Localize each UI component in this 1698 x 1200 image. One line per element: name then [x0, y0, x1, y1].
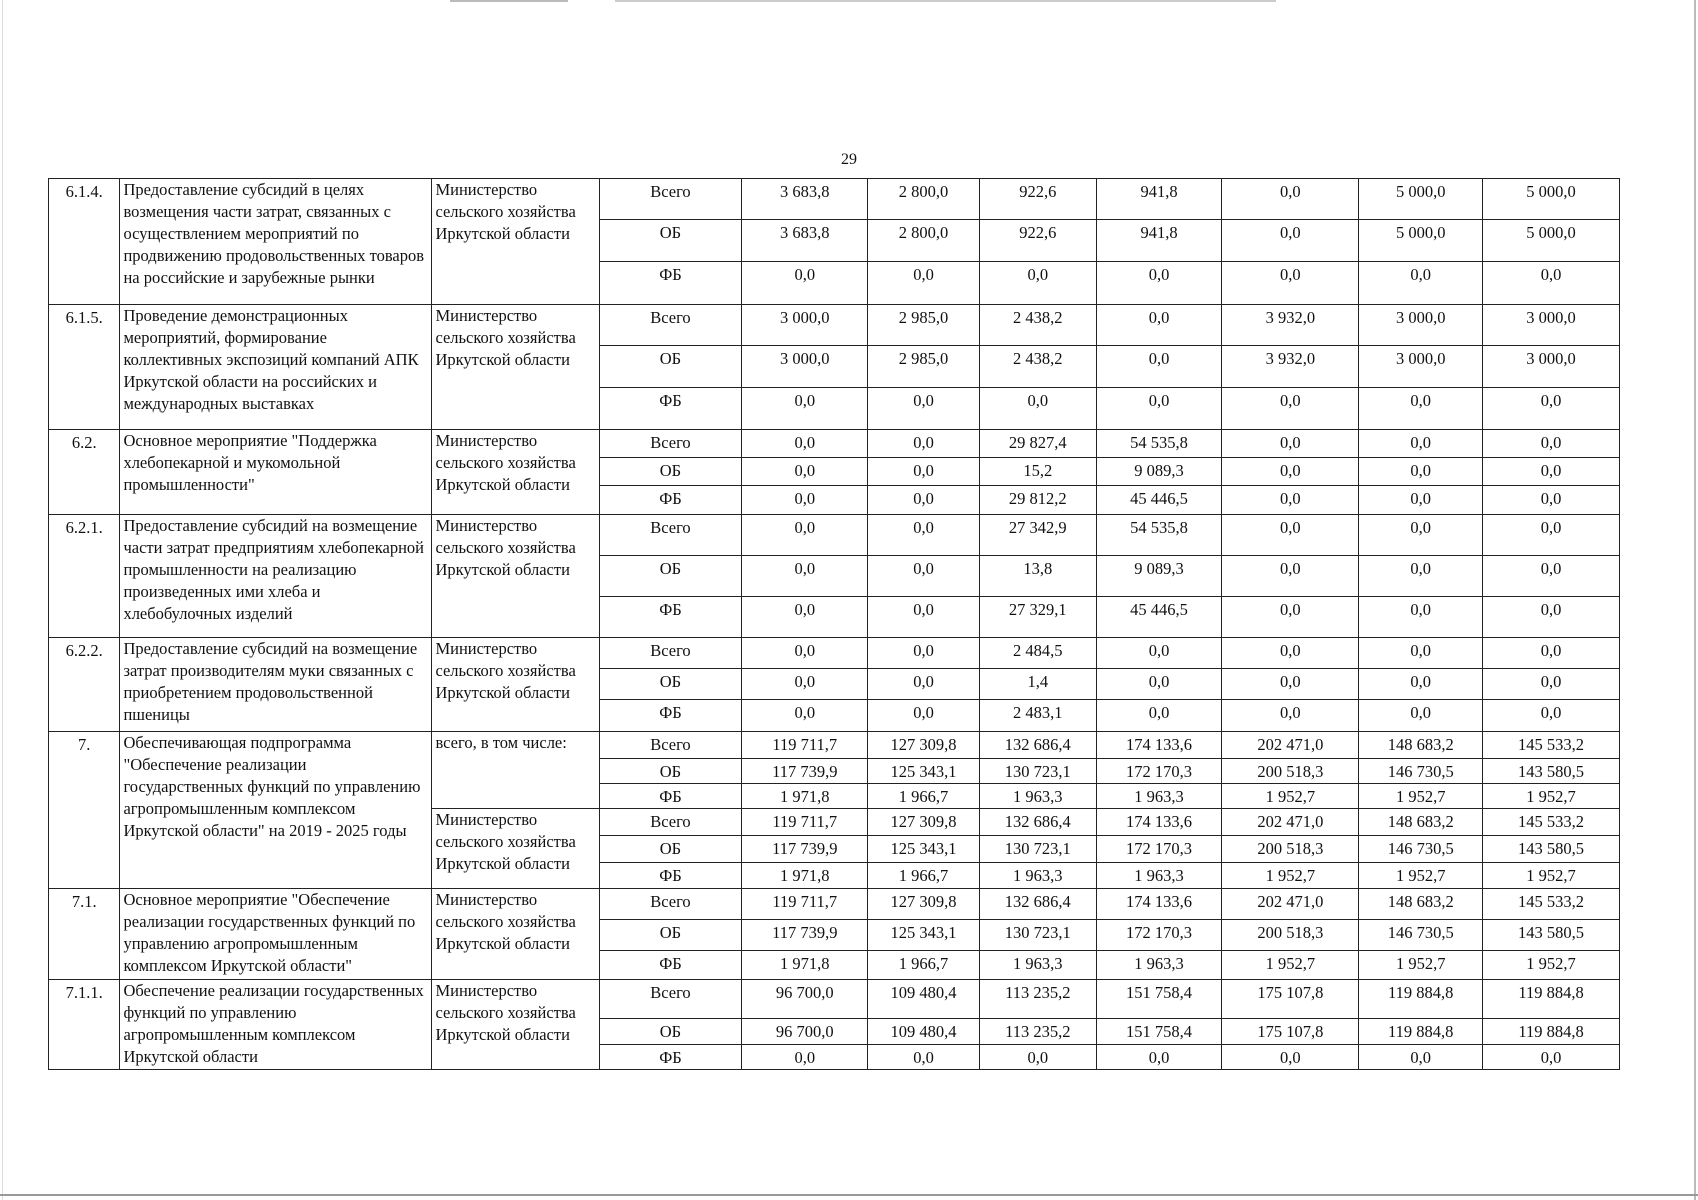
funding-source: ОБ — [599, 458, 742, 486]
amount-cell: 1 963,3 — [979, 951, 1096, 980]
amount-cell: 125 343,1 — [868, 759, 980, 784]
scan-edge-left — [2, 0, 3, 1200]
amount-cell: 5 000,0 — [1483, 179, 1620, 220]
amount-cell: 130 723,1 — [979, 836, 1096, 863]
activity-name: Основное мероприятие "Поддержка хлебопекарной и мукомольной промышленности" — [120, 430, 432, 515]
amount-cell: 0,0 — [868, 430, 980, 458]
amount-cell: 1 963,3 — [979, 784, 1096, 809]
amount-cell: 3 932,0 — [1222, 305, 1359, 346]
amount-cell: 0,0 — [1096, 669, 1222, 700]
amount-cell: 0,0 — [1096, 1045, 1222, 1070]
amount-cell: 0,0 — [1483, 638, 1620, 669]
funding-source: Всего — [599, 305, 742, 346]
amount-cell: 0,0 — [868, 669, 980, 700]
funding-source: Всего — [599, 889, 742, 920]
amount-cell: 0,0 — [1222, 486, 1359, 515]
amount-cell: 151 758,4 — [1096, 1019, 1222, 1045]
amount-cell: 132 686,4 — [979, 732, 1096, 759]
amount-cell: 96 700,0 — [742, 1019, 868, 1045]
amount-cell: 0,0 — [742, 669, 868, 700]
amount-cell: 0,0 — [1222, 388, 1359, 430]
amount-cell: 125 343,1 — [868, 920, 980, 951]
amount-cell: 27 329,1 — [979, 597, 1096, 638]
amount-cell: 5 000,0 — [1359, 220, 1483, 262]
activity-name: Предоставление субсидий на возмещение затрат производителям муки связанных с приобретением продовольственной пшеницы — [120, 638, 432, 732]
amount-cell: 0,0 — [1096, 346, 1222, 388]
amount-cell: 119 711,7 — [742, 732, 868, 759]
amount-cell: 0,0 — [742, 556, 868, 597]
funding-source: ФБ — [599, 784, 742, 809]
amount-cell: 3 000,0 — [1359, 346, 1483, 388]
amount-cell: 941,8 — [1096, 220, 1222, 262]
amount-cell: 0,0 — [1359, 1045, 1483, 1070]
activity-name: Обеспечивающая подпрограмма "Обеспечение реализации государственных функций по управлению агропромышленным комплексом Иркутской области" на 2019 - 2025 годы — [120, 732, 432, 889]
activity-name: Обеспечение реализации государственных функций по управлению агропромышленным комплексом Иркутской области — [120, 980, 432, 1070]
funding-source: Всего — [599, 980, 742, 1019]
amount-cell: 941,8 — [1096, 179, 1222, 220]
amount-cell: 119 884,8 — [1359, 1019, 1483, 1045]
page-number: 29 — [841, 151, 857, 168]
amount-cell: 3 000,0 — [742, 346, 868, 388]
amount-cell: 119 711,7 — [742, 889, 868, 920]
amount-cell: 202 471,0 — [1222, 889, 1359, 920]
amount-cell: 0,0 — [1483, 556, 1620, 597]
amount-cell: 3 000,0 — [1359, 305, 1483, 346]
amount-cell: 109 480,4 — [868, 1019, 980, 1045]
amount-cell: 0,0 — [979, 262, 1096, 305]
executor: Министерство сельского хозяйства Иркутской области — [432, 638, 599, 732]
amount-cell: 1 963,3 — [979, 863, 1096, 889]
amount-cell: 1 952,7 — [1222, 784, 1359, 809]
amount-cell: 0,0 — [1359, 597, 1483, 638]
amount-cell: 1 966,7 — [868, 784, 980, 809]
amount-cell: 2 438,2 — [979, 305, 1096, 346]
funding-source: ОБ — [599, 1019, 742, 1045]
amount-cell: 127 309,8 — [868, 889, 980, 920]
amount-cell: 0,0 — [742, 430, 868, 458]
amount-cell: 172 170,3 — [1096, 920, 1222, 951]
funding-source: ОБ — [599, 556, 742, 597]
amount-cell: 45 446,5 — [1096, 597, 1222, 638]
amount-cell: 3 000,0 — [1483, 305, 1620, 346]
amount-cell: 0,0 — [742, 388, 868, 430]
amount-cell: 9 089,3 — [1096, 556, 1222, 597]
amount-cell: 0,0 — [1222, 638, 1359, 669]
amount-cell: 1,4 — [979, 669, 1096, 700]
amount-cell: 0,0 — [1222, 220, 1359, 262]
amount-cell: 1 952,7 — [1483, 863, 1620, 889]
amount-cell: 0,0 — [1359, 486, 1483, 515]
amount-cell: 0,0 — [1222, 458, 1359, 486]
amount-cell: 0,0 — [868, 597, 980, 638]
row-number: 6.1.5. — [49, 305, 120, 430]
executor: Министерство сельского хозяйства Иркутской области — [432, 305, 599, 430]
amount-cell: 1 971,8 — [742, 863, 868, 889]
amount-cell: 174 133,6 — [1096, 809, 1222, 836]
amount-cell: 0,0 — [1483, 597, 1620, 638]
executor: всего, в том числе: — [432, 732, 599, 809]
amount-cell: 0,0 — [1359, 556, 1483, 597]
amount-cell: 0,0 — [979, 388, 1096, 430]
funding-source: Всего — [599, 179, 742, 220]
amount-cell: 1 952,7 — [1359, 784, 1483, 809]
funding-source: ФБ — [599, 951, 742, 980]
amount-cell: 174 133,6 — [1096, 889, 1222, 920]
funding-source: ОБ — [599, 220, 742, 262]
table-row — [49, 889, 1620, 920]
activity-name: Предоставление субсидий на возмещение части затрат предприятиям хлебопекарной промышленности на реализацию произведенных ими хлеба и хлебобулочных изделий — [120, 515, 432, 638]
table-row — [49, 732, 1620, 759]
amount-cell: 54 535,8 — [1096, 515, 1222, 556]
amount-cell: 146 730,5 — [1359, 920, 1483, 951]
amount-cell: 13,8 — [979, 556, 1096, 597]
amount-cell: 0,0 — [742, 458, 868, 486]
amount-cell: 1 952,7 — [1222, 863, 1359, 889]
amount-cell: 0,0 — [868, 486, 980, 515]
amount-cell: 1 952,7 — [1222, 951, 1359, 980]
amount-cell: 0,0 — [868, 638, 980, 669]
amount-cell: 0,0 — [1483, 486, 1620, 515]
amount-cell: 0,0 — [1483, 700, 1620, 732]
amount-cell: 0,0 — [1359, 638, 1483, 669]
amount-cell: 117 739,9 — [742, 836, 868, 863]
amount-cell: 119 884,8 — [1483, 980, 1620, 1019]
amount-cell: 1 966,7 — [868, 951, 980, 980]
amount-cell: 175 107,8 — [1222, 980, 1359, 1019]
amount-cell: 9 089,3 — [1096, 458, 1222, 486]
row-number: 7.1. — [49, 889, 120, 980]
amount-cell: 143 580,5 — [1483, 836, 1620, 863]
amount-cell: 5 000,0 — [1483, 220, 1620, 262]
row-number: 6.1.4. — [49, 179, 120, 305]
table-row — [49, 430, 1620, 458]
amount-cell: 0,0 — [742, 638, 868, 669]
scan-edge-bottom — [0, 1194, 1698, 1196]
table-row — [49, 305, 1620, 346]
amount-cell: 0,0 — [1222, 597, 1359, 638]
amount-cell: 0,0 — [1359, 700, 1483, 732]
row-number: 6.2.2. — [49, 638, 120, 732]
amount-cell: 0,0 — [868, 1045, 980, 1070]
amount-cell: 0,0 — [1483, 1045, 1620, 1070]
row-number: 6.2.1. — [49, 515, 120, 638]
amount-cell: 119 884,8 — [1483, 1019, 1620, 1045]
funding-source: Всего — [599, 732, 742, 759]
amount-cell: 0,0 — [868, 700, 980, 732]
amount-cell: 0,0 — [742, 1045, 868, 1070]
funding-source: Всего — [599, 515, 742, 556]
funding-source: ФБ — [599, 863, 742, 889]
amount-cell: 29 812,2 — [979, 486, 1096, 515]
amount-cell: 109 480,4 — [868, 980, 980, 1019]
amount-cell: 0,0 — [1359, 262, 1483, 305]
amount-cell: 0,0 — [1222, 556, 1359, 597]
amount-cell: 127 309,8 — [868, 732, 980, 759]
amount-cell: 148 683,2 — [1359, 809, 1483, 836]
amount-cell: 132 686,4 — [979, 809, 1096, 836]
amount-cell: 175 107,8 — [1222, 1019, 1359, 1045]
funding-source: ОБ — [599, 920, 742, 951]
amount-cell: 172 170,3 — [1096, 836, 1222, 863]
table-row — [49, 980, 1620, 1019]
amount-cell: 0,0 — [1483, 430, 1620, 458]
activity-name: Основное мероприятие "Обеспечение реализации государственных функций по управлению агропромышленным комплексом Иркутской области" — [120, 889, 432, 980]
amount-cell: 2 800,0 — [868, 220, 980, 262]
amount-cell: 200 518,3 — [1222, 759, 1359, 784]
amount-cell: 1 971,8 — [742, 951, 868, 980]
row-number: 6.2. — [49, 430, 120, 515]
amount-cell: 15,2 — [979, 458, 1096, 486]
amount-cell: 130 723,1 — [979, 920, 1096, 951]
scan-edge-right — [1694, 0, 1696, 1200]
amount-cell: 202 471,0 — [1222, 732, 1359, 759]
amount-cell: 113 235,2 — [979, 980, 1096, 1019]
amount-cell: 0,0 — [1096, 262, 1222, 305]
amount-cell: 146 730,5 — [1359, 836, 1483, 863]
amount-cell: 145 533,2 — [1483, 732, 1620, 759]
amount-cell: 0,0 — [1359, 388, 1483, 430]
amount-cell: 0,0 — [1359, 669, 1483, 700]
amount-cell: 2 985,0 — [868, 346, 980, 388]
amount-cell: 0,0 — [1222, 515, 1359, 556]
funding-source: ФБ — [599, 700, 742, 732]
amount-cell: 143 580,5 — [1483, 920, 1620, 951]
amount-cell: 1 952,7 — [1359, 951, 1483, 980]
amount-cell: 0,0 — [742, 700, 868, 732]
amount-cell: 148 683,2 — [1359, 889, 1483, 920]
funding-source: ФБ — [599, 486, 742, 515]
amount-cell: 0,0 — [1483, 388, 1620, 430]
amount-cell: 5 000,0 — [1359, 179, 1483, 220]
amount-cell: 0,0 — [1096, 305, 1222, 346]
amount-cell: 3 683,8 — [742, 179, 868, 220]
amount-cell: 0,0 — [1222, 1045, 1359, 1070]
amount-cell: 1 971,8 — [742, 784, 868, 809]
amount-cell: 922,6 — [979, 179, 1096, 220]
amount-cell: 54 535,8 — [1096, 430, 1222, 458]
funding-source: ОБ — [599, 669, 742, 700]
amount-cell: 145 533,2 — [1483, 889, 1620, 920]
amount-cell: 0,0 — [1483, 669, 1620, 700]
funding-source: ОБ — [599, 836, 742, 863]
amount-cell: 200 518,3 — [1222, 920, 1359, 951]
funding-source: ФБ — [599, 597, 742, 638]
amount-cell: 29 827,4 — [979, 430, 1096, 458]
amount-cell: 117 739,9 — [742, 920, 868, 951]
amount-cell: 27 342,9 — [979, 515, 1096, 556]
executor: Министерство сельского хозяйства Иркутской области — [432, 515, 599, 638]
amount-cell: 113 235,2 — [979, 1019, 1096, 1045]
amount-cell: 0,0 — [1222, 179, 1359, 220]
amount-cell: 3 932,0 — [1222, 346, 1359, 388]
program-funding-table — [48, 178, 1620, 1070]
amount-cell: 0,0 — [868, 458, 980, 486]
amount-cell: 0,0 — [1222, 700, 1359, 732]
amount-cell: 119 884,8 — [1359, 980, 1483, 1019]
funding-source: Всего — [599, 638, 742, 669]
amount-cell: 3 000,0 — [742, 305, 868, 346]
amount-cell: 132 686,4 — [979, 889, 1096, 920]
amount-cell: 0,0 — [1096, 638, 1222, 669]
funding-source: ФБ — [599, 262, 742, 305]
amount-cell: 1 952,7 — [1483, 784, 1620, 809]
amount-cell: 200 518,3 — [1222, 836, 1359, 863]
activity-name: Предоставление субсидий в целях возмещения части затрат, связанных с осуществлением мероприятий по продвижению продовольственных товаров на российские и зарубежные рынки — [120, 179, 432, 305]
amount-cell: 1 952,7 — [1359, 863, 1483, 889]
amount-cell: 1 963,3 — [1096, 863, 1222, 889]
amount-cell: 0,0 — [1483, 262, 1620, 305]
amount-cell: 146 730,5 — [1359, 759, 1483, 784]
amount-cell: 148 683,2 — [1359, 732, 1483, 759]
amount-cell: 0,0 — [742, 597, 868, 638]
executor: Министерство сельского хозяйства Иркутской области — [432, 980, 599, 1070]
row-number: 7. — [49, 732, 120, 889]
amount-cell: 2 800,0 — [868, 179, 980, 220]
executor: Министерство сельского хозяйства Иркутской области — [432, 809, 599, 889]
executor: Министерство сельского хозяйства Иркутской области — [432, 179, 599, 305]
amount-cell: 3 000,0 — [1483, 346, 1620, 388]
activity-name: Проведение демонстрационных мероприятий, формирование коллективных экспозиций компаний АПК Иркутской области на российских и международных выставках — [120, 305, 432, 430]
amount-cell: 45 446,5 — [1096, 486, 1222, 515]
amount-cell: 117 739,9 — [742, 759, 868, 784]
amount-cell: 202 471,0 — [1222, 809, 1359, 836]
amount-cell: 0,0 — [1222, 669, 1359, 700]
amount-cell: 174 133,6 — [1096, 732, 1222, 759]
amount-cell: 172 170,3 — [1096, 759, 1222, 784]
amount-cell: 145 533,2 — [1483, 809, 1620, 836]
amount-cell: 0,0 — [1222, 262, 1359, 305]
amount-cell: 119 711,7 — [742, 809, 868, 836]
amount-cell: 1 966,7 — [868, 863, 980, 889]
funding-source: Всего — [599, 809, 742, 836]
funding-source: ОБ — [599, 346, 742, 388]
amount-cell: 130 723,1 — [979, 759, 1096, 784]
amount-cell: 0,0 — [1359, 458, 1483, 486]
amount-cell: 3 683,8 — [742, 220, 868, 262]
scan-edge-top — [450, 0, 1630, 2]
executor: Министерство сельского хозяйства Иркутской области — [432, 889, 599, 980]
amount-cell: 0,0 — [742, 262, 868, 305]
amount-cell: 143 580,5 — [1483, 759, 1620, 784]
amount-cell: 0,0 — [1096, 700, 1222, 732]
funding-source: ОБ — [599, 759, 742, 784]
amount-cell: 1 963,3 — [1096, 951, 1222, 980]
funding-source: Всего — [599, 430, 742, 458]
amount-cell: 0,0 — [868, 556, 980, 597]
amount-cell: 2 438,2 — [979, 346, 1096, 388]
amount-cell: 0,0 — [1359, 515, 1483, 556]
amount-cell: 0,0 — [1483, 515, 1620, 556]
row-number: 7.1.1. — [49, 980, 120, 1070]
amount-cell: 0,0 — [868, 515, 980, 556]
funding-source: ФБ — [599, 1045, 742, 1070]
amount-cell: 0,0 — [742, 486, 868, 515]
amount-cell: 1 963,3 — [1096, 784, 1222, 809]
amount-cell: 0,0 — [868, 262, 980, 305]
amount-cell: 0,0 — [742, 515, 868, 556]
table-row — [49, 179, 1620, 220]
amount-cell: 0,0 — [1222, 430, 1359, 458]
amount-cell: 0,0 — [1096, 388, 1222, 430]
amount-cell: 1 952,7 — [1483, 951, 1620, 980]
executor: Министерство сельского хозяйства Иркутской области — [432, 430, 599, 515]
amount-cell: 0,0 — [1359, 430, 1483, 458]
amount-cell: 0,0 — [868, 388, 980, 430]
amount-cell: 0,0 — [1483, 458, 1620, 486]
amount-cell: 922,6 — [979, 220, 1096, 262]
amount-cell: 2 483,1 — [979, 700, 1096, 732]
amount-cell: 127 309,8 — [868, 809, 980, 836]
amount-cell: 125 343,1 — [868, 836, 980, 863]
amount-cell: 2 484,5 — [979, 638, 1096, 669]
amount-cell: 2 985,0 — [868, 305, 980, 346]
amount-cell: 96 700,0 — [742, 980, 868, 1019]
amount-cell: 151 758,4 — [1096, 980, 1222, 1019]
amount-cell: 0,0 — [979, 1045, 1096, 1070]
funding-source: ФБ — [599, 388, 742, 430]
table-row — [49, 638, 1620, 669]
table-row — [49, 515, 1620, 556]
